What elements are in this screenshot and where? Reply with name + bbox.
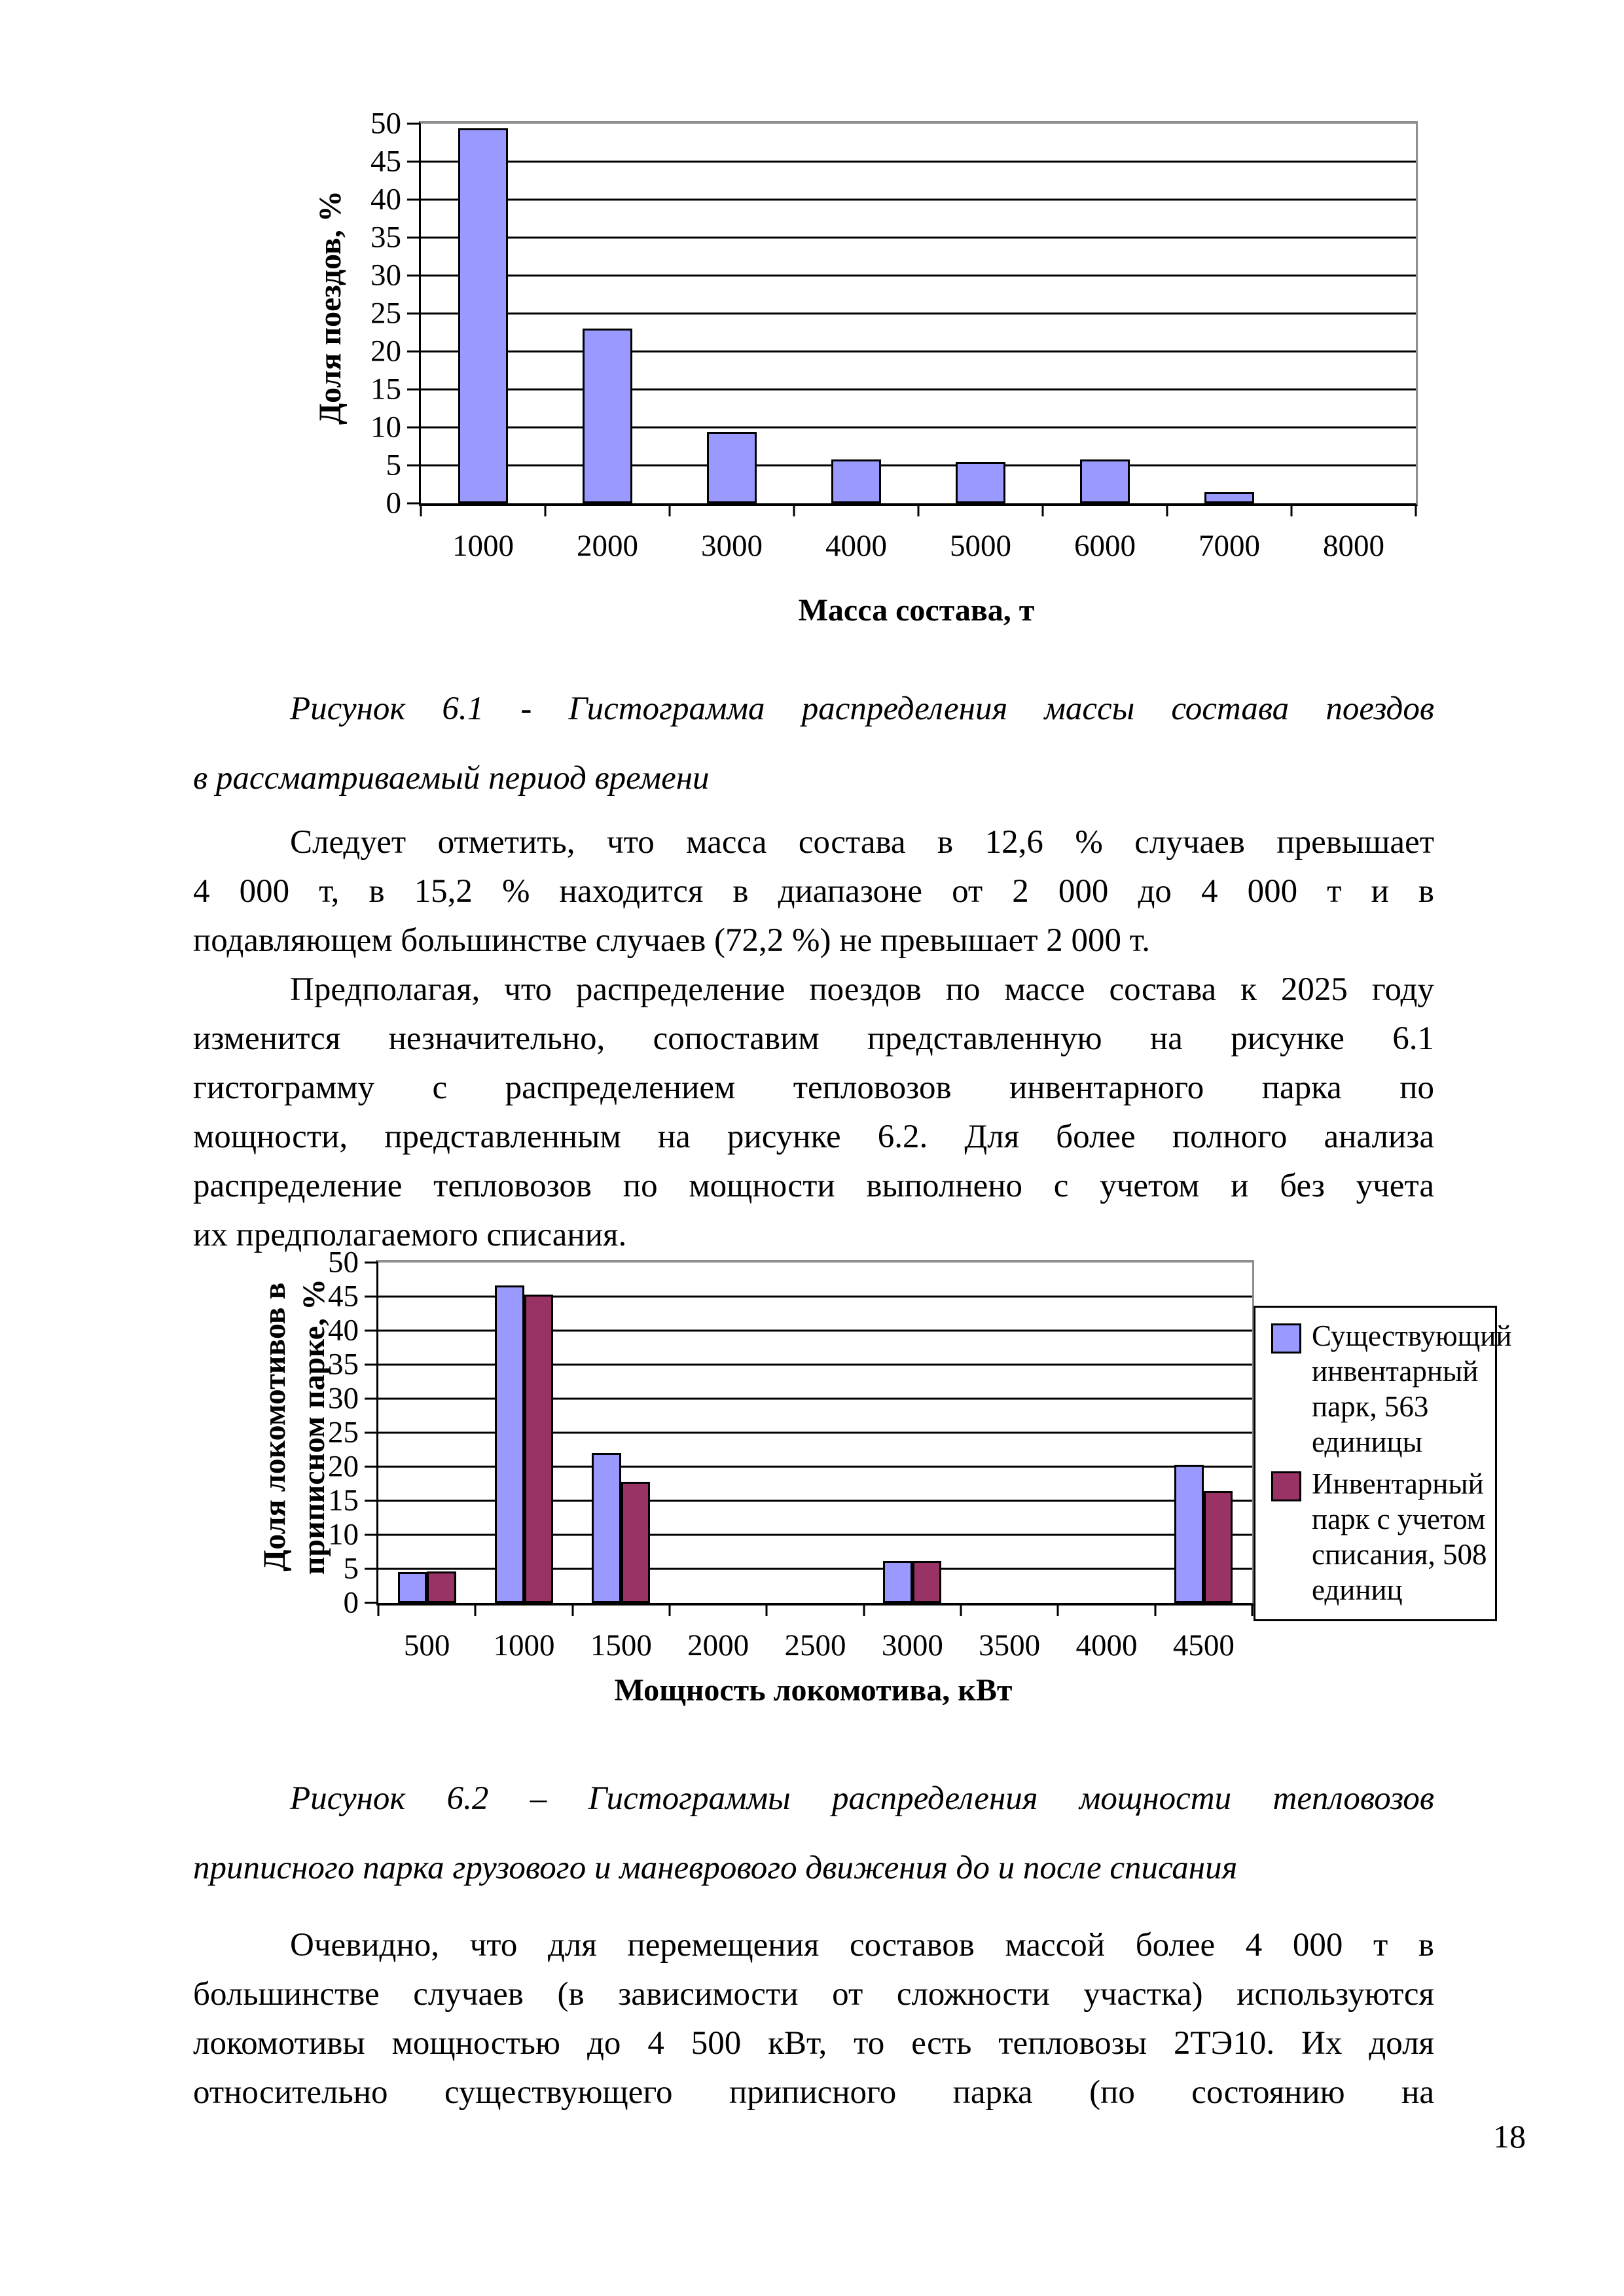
y-tick-mark [365,1466,376,1468]
bar [1204,1491,1233,1603]
x-tick-label: 2000 [577,529,638,563]
x-axis-title: Масса состава, т [798,593,1035,628]
bar [707,432,757,503]
page-number: 18 [1493,2118,1526,2155]
plot-area [370,106,1418,563]
plot-area [328,1245,1254,1662]
bar [583,329,632,503]
paragraph-assumption-2025 [193,965,1434,1260]
y-tick-mark [365,1330,376,1332]
y-tick-mark [407,237,419,239]
chart-legend [1254,1306,1512,1621]
gridline [421,313,1416,315]
y-tick-label: 10 [328,1517,359,1552]
text-line: приписного парка грузового и маневрового движения до и после списания [193,1850,1238,1886]
legend-entry [1271,1466,1489,1607]
gridline [421,389,1416,391]
y-tick-mark [407,313,419,315]
x-tick-mark [420,506,422,516]
y-tick-mark [407,465,419,467]
y-tick-label: 35 [370,220,401,255]
x-tick-mark [571,1605,573,1616]
y-tick-label: 15 [370,372,401,406]
figure-6-1-caption [193,674,1434,813]
x-tick-mark [475,1605,477,1616]
y-axis-title [311,118,350,497]
x-tick-label: 4000 [1075,1628,1138,1662]
figure-6-1-chart [281,92,1460,641]
text-line: 4 000 т, в 15,2 % находится в диапазоне от 2 000 до 4 000 т и в [193,873,1434,910]
paragraph-mass-distribution [193,818,1434,965]
y-tick-mark [365,1364,376,1366]
x-tick-label: 7000 [1199,529,1260,563]
bar [1204,492,1254,503]
bar [592,1453,621,1603]
x-tick-mark [960,1605,962,1616]
bar [621,1482,651,1603]
y-axis-title-line: Доля поездов, % [313,190,348,425]
bar [956,462,1005,503]
figure-6-2-chart [249,1245,1532,1751]
x-tick-mark [1057,1605,1059,1616]
bar [831,459,881,503]
x-tick-label: 3000 [881,1628,943,1662]
legend-swatch [1271,1323,1301,1354]
y-tick-mark [365,1262,376,1264]
text-line: Следует отметить, что масса состава в 12,6 % случаев превышает [290,824,1434,861]
y-tick-label: 25 [328,1415,359,1450]
y-tick-label: 15 [328,1483,359,1518]
legend-label: Существующий инвентарный парк, 563 единицы [1312,1319,1512,1458]
y-tick-label: 10 [370,410,401,444]
text-line: изменится незначительно, сопоставим представленную на рисунке 6.1 [193,1020,1434,1057]
y-tick-mark [365,1500,376,1502]
x-tick-label: 500 [403,1628,450,1662]
x-tick-mark [863,1605,865,1616]
x-tick-mark [1166,506,1168,516]
x-tick-label: 4000 [825,529,887,563]
legend-label: Инвентарный парк с учетом списания, 508 единиц [1312,1467,1487,1606]
x-tick-mark [1415,506,1417,516]
y-tick-mark [365,1602,376,1604]
bar [1080,459,1130,503]
legend-swatch [1271,1471,1301,1501]
y-tick-label: 45 [370,144,401,179]
y-tick-mark [407,503,419,505]
x-tick-label: 6000 [1074,529,1136,563]
text-line: распределение тепловозов по мощности выполнено с учетом и без учета [193,1168,1434,1204]
x-tick-mark [669,1605,671,1616]
y-tick-label: 30 [370,258,401,293]
x-tick-label: 1500 [590,1628,652,1662]
bar [883,1561,912,1603]
y-tick-mark [407,123,419,125]
text-line: Рисунок 6.2 – Гистограммы распределения мощности тепловозов [290,1780,1434,1817]
bar [912,1561,942,1603]
y-tick-mark [407,161,419,163]
bar [524,1295,554,1603]
gridline [421,161,1416,163]
x-tick-mark [1154,1605,1156,1616]
y-tick-mark [407,351,419,353]
bar [495,1285,524,1603]
x-tick-mark [545,506,547,516]
y-tick-mark [407,389,419,391]
y-tick-label: 20 [328,1449,359,1484]
y-tick-label: 5 [386,448,401,482]
text-line: локомотивы мощностью до 4 500 кВт, то есть тепловозы 2ТЭ10. Их доля [193,2025,1434,2062]
y-tick-label: 40 [328,1313,359,1348]
y-tick-label: 0 [386,486,401,520]
bar [398,1572,427,1603]
y-tick-label: 40 [370,182,401,217]
y-tick-label: 0 [343,1585,359,1620]
x-tick-mark [1291,506,1293,516]
x-tick-label: 5000 [950,529,1011,563]
y-tick-mark [407,275,419,277]
text-line: гистограмму с распределением тепловозов инвентарного парка по [193,1069,1434,1106]
x-tick-mark [918,506,920,516]
legend-entry [1271,1318,1512,1460]
x-tick-label: 1000 [452,529,514,563]
y-tick-label: 45 [328,1279,359,1314]
y-tick-label: 30 [328,1381,359,1416]
y-axis-title-line: приписном парке, % [297,1278,331,1575]
text-line: мощности, представленным на рисунке 6.2. Для более полного анализа [193,1119,1434,1155]
y-tick-mark [407,199,419,201]
gridline [421,275,1416,277]
y-tick-label: 50 [370,106,401,141]
y-tick-mark [365,1534,376,1536]
text-line: их предполагаемого списания. [193,1217,627,1253]
y-tick-mark [365,1398,376,1400]
x-tick-mark [766,1605,768,1616]
y-tick-label: 5 [343,1551,359,1586]
bar [427,1571,456,1603]
x-tick-label: 2500 [784,1628,846,1662]
y-tick-label: 20 [370,334,401,368]
x-tick-mark [378,1605,380,1616]
x-tick-label: 4500 [1172,1628,1235,1662]
paragraph-locomotive-power [193,1921,1434,2117]
text-line: Предполагая, что распределение поездов по массе состава к 2025 году [290,971,1434,1008]
gridline [421,351,1416,353]
x-tick-mark [793,506,795,516]
x-tick-label: 3000 [701,529,763,563]
y-tick-mark [407,427,419,429]
x-tick-mark [1042,506,1044,516]
y-tick-mark [365,1568,376,1570]
figure-6-2-caption [193,1764,1434,1903]
text-line: подавляющем большинстве случаев (72,2 %) не превышает 2 000 т. [193,922,1150,959]
x-axis-title: Мощность локомотива, кВт [614,1673,1013,1708]
y-tick-mark [365,1296,376,1298]
bar [458,128,508,503]
x-tick-mark [669,506,671,516]
x-tick-label: 1000 [493,1628,555,1662]
x-tick-label: 8000 [1323,529,1384,563]
text-line: Рисунок 6.1 - Гистограмма распределения массы состава поездов [290,691,1434,727]
gridline [421,465,1416,467]
y-tick-mark [365,1432,376,1434]
text-line: Очевидно, что для перемещения составов массой более 4 000 т в [290,1927,1434,1964]
y-tick-label: 50 [328,1245,359,1280]
y-tick-label: 25 [370,296,401,331]
text-line: относительно существующего приписного парка (по состоянию на [193,2074,1434,2111]
y-axis-title [255,1257,334,1597]
gridline [421,427,1416,429]
gridline [421,237,1416,239]
gridline [421,199,1416,201]
text-line: большинстве случаев (в зависимости от сложности участка) используются [193,1976,1434,2013]
x-tick-label: 2000 [687,1628,749,1662]
x-tick-label: 3500 [979,1628,1041,1662]
bar [1174,1465,1204,1603]
y-axis-title-line: Доля локомотивов в [257,1282,292,1571]
y-tick-label: 35 [328,1347,359,1382]
text-line: в рассматриваемый период времени [193,760,710,797]
